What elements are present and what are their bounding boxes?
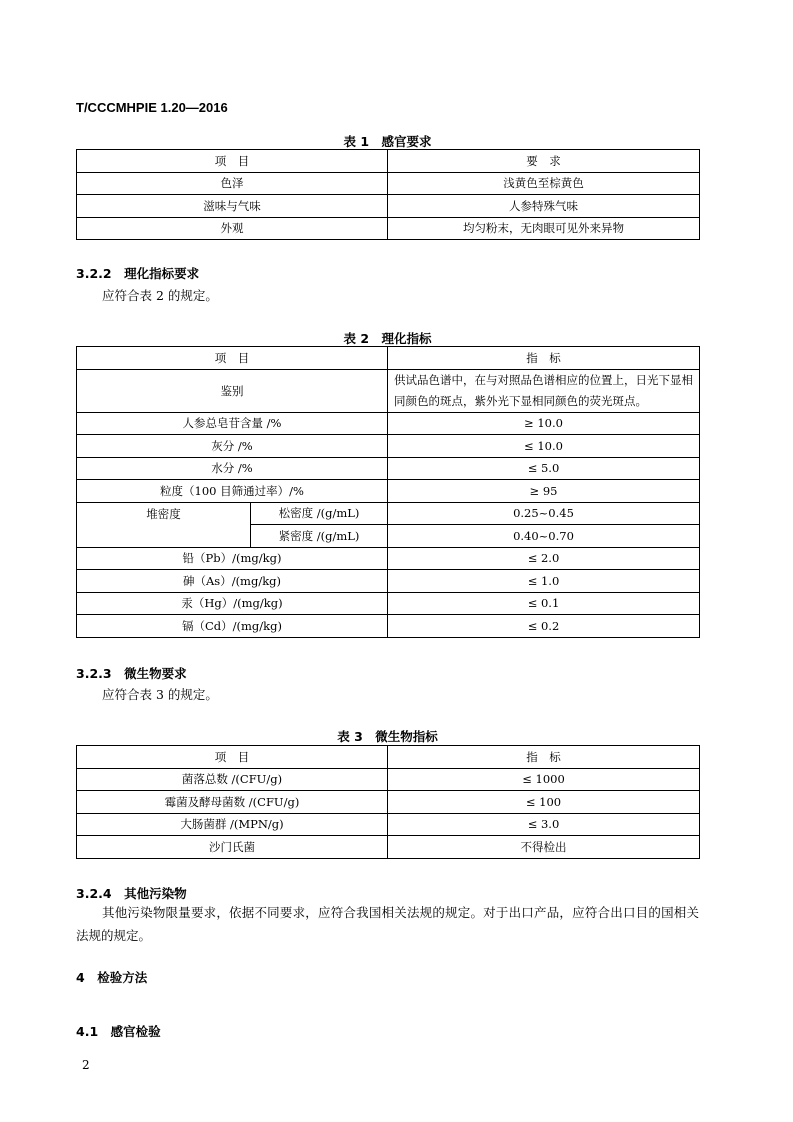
- table1-caption: 表 1 感官要求: [343, 134, 432, 149]
- physicochemical-table: [76, 346, 700, 638]
- section-3-2-4-title: 3.2.4 其他污染物: [76, 886, 187, 901]
- table-row: [77, 435, 700, 458]
- header-cell: 项 目: [77, 746, 388, 769]
- table-header-row: [77, 746, 700, 769]
- table3-caption: 表 3 微生物指标: [337, 729, 438, 744]
- value-cell: ≤ 10.0: [388, 435, 700, 458]
- value-cell: ≤ 5.0: [388, 457, 700, 480]
- item-cell: 汞（Hg）/(mg/kg): [77, 592, 388, 615]
- document-code-header: T/CCCMHPIE 1.20—2016: [76, 100, 228, 115]
- table-row: [77, 172, 700, 195]
- value-cell: 供试品色谱中，在与对照品色谱相应的位置上，日光下显相同颜色的斑点，紫外光下显相同颜色的荧光斑点。: [388, 369, 700, 412]
- item-cell: 外观: [77, 217, 388, 240]
- value-cell: 0.25~0.45: [388, 502, 700, 525]
- item-cell: 灰分 /%: [77, 435, 388, 458]
- value-cell: ≤ 100: [388, 791, 700, 814]
- table-row: [77, 457, 700, 480]
- value-cell: 不得检出: [388, 836, 700, 859]
- page-number: 2: [82, 1058, 90, 1072]
- value-cell: 人参特殊气味: [388, 195, 700, 218]
- item-cell: 人参总皂苷含量 /%: [77, 412, 388, 435]
- value-cell: ≤ 0.1: [388, 592, 700, 615]
- subitem-cell: 紧密度 /(g/mL): [251, 525, 388, 548]
- value-cell: ≤ 1000: [388, 768, 700, 791]
- item-cell: 菌落总数 /(CFU/g): [77, 768, 388, 791]
- section-3-2-3-text: 应符合表 3 的规定。: [102, 687, 218, 702]
- section-4-1-title: 4.1 感官检验: [76, 1024, 161, 1039]
- section-3-2-4-text: 其他污染物限量要求，依据不同要求，应符合我国相关法规的规定。对于出口产品，应符合出口目的国相关法规的规定。: [76, 905, 699, 943]
- table-row: [77, 195, 700, 218]
- header-cell: 要 求: [388, 150, 700, 173]
- item-cell: 水分 /%: [77, 457, 388, 480]
- item-cell: 滋味与气味: [77, 195, 388, 218]
- item-cell: 砷（As）/(mg/kg): [77, 570, 388, 593]
- value-cell: 0.40~0.70: [388, 525, 700, 548]
- header-cell: 指 标: [388, 746, 700, 769]
- sensory-requirements-table: [76, 149, 700, 240]
- item-cell: 霉菌及酵母菌数 /(CFU/g): [77, 791, 388, 814]
- value-cell: ≤ 1.0: [388, 570, 700, 593]
- table-row: [77, 502, 700, 525]
- table-header-row: [77, 347, 700, 370]
- section-3-2-2-title: 3.2.2 理化指标要求: [76, 266, 200, 281]
- header-cell: 项 目: [77, 150, 388, 173]
- item-cell: 堆密度: [77, 502, 251, 547]
- table-row: [77, 412, 700, 435]
- item-cell: 沙门氏菌: [77, 836, 388, 859]
- item-cell: 鉴别: [77, 369, 388, 412]
- table-row: [77, 615, 700, 638]
- table-row: [77, 480, 700, 503]
- table-header-row: [77, 150, 700, 173]
- table2-caption: 表 2 理化指标: [343, 331, 432, 346]
- microbial-table: [76, 745, 700, 859]
- table-row: [77, 547, 700, 570]
- item-cell: 色泽: [77, 172, 388, 195]
- table-row: [77, 768, 700, 791]
- value-cell: 浅黄色至棕黄色: [388, 172, 700, 195]
- subitem-cell: 松密度 /(g/mL): [251, 502, 388, 525]
- table-row: [77, 592, 700, 615]
- table-row: [77, 813, 700, 836]
- value-cell: ≤ 0.2: [388, 615, 700, 638]
- value-cell: 均匀粉末，无肉眼可见外来异物: [388, 217, 700, 240]
- table-row: [77, 369, 700, 412]
- item-cell: 铅（Pb）/(mg/kg): [77, 547, 388, 570]
- section-3-2-2-text: 应符合表 2 的规定。: [102, 288, 218, 303]
- table-row: [77, 570, 700, 593]
- section-3-2-3-title: 3.2.3 微生物要求: [76, 666, 187, 681]
- table-row: [77, 791, 700, 814]
- value-cell: ≥ 10.0: [388, 412, 700, 435]
- value-cell: ≤ 3.0: [388, 813, 700, 836]
- item-cell: 粒度（100 目筛通过率）/%: [77, 480, 388, 503]
- table-row: [77, 836, 700, 859]
- header-cell: 指 标: [388, 347, 700, 370]
- table-row: [77, 217, 700, 240]
- section-4-title: 4 检验方法: [76, 970, 148, 985]
- value-cell: ≤ 2.0: [388, 547, 700, 570]
- value-cell: ≥ 95: [388, 480, 700, 503]
- item-cell: 大肠菌群 /(MPN/g): [77, 813, 388, 836]
- item-cell: 镉（Cd）/(mg/kg): [77, 615, 388, 638]
- header-cell: 项 目: [77, 347, 388, 370]
